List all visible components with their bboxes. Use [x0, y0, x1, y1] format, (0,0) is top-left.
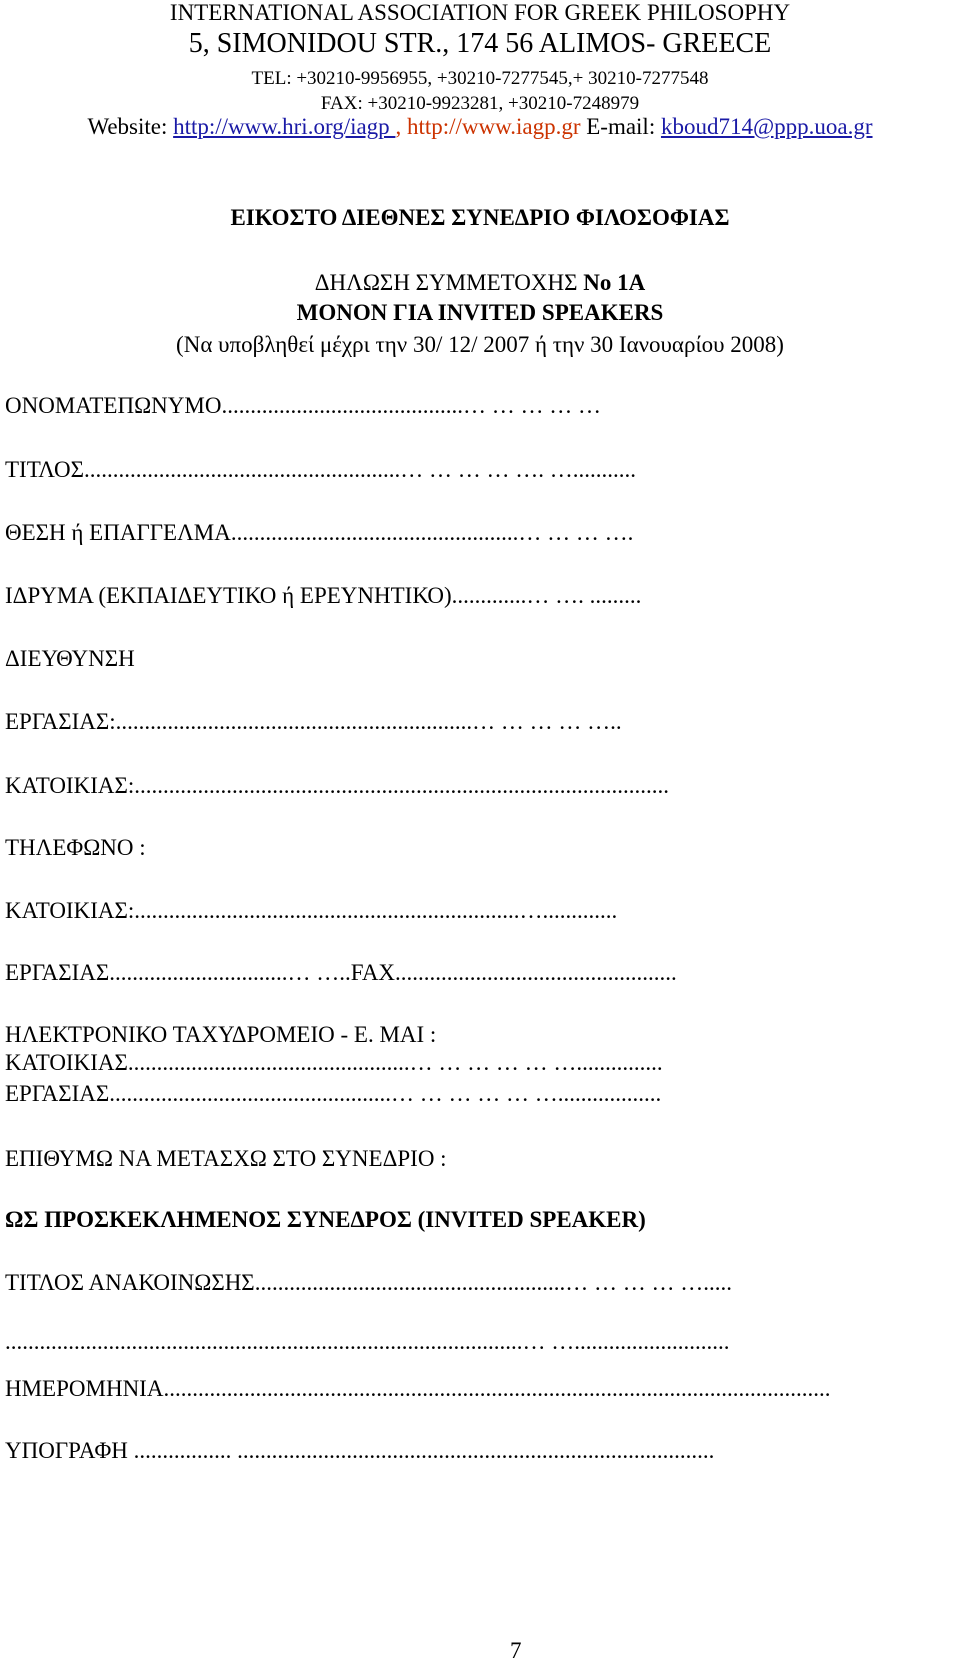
participation-as-invited: ΩΣ ΠΡΟΣΚΕΚΛΗΜΕΝΟΣ ΣΥΝΕΔΡΟΣ (INVITED SPEAKER)	[5, 1207, 646, 1232]
website-label: Website:	[87, 114, 174, 139]
field-email-work[interactable]: ΕΡΓΑΣΙΑΣ.................................................… … … … … …..................	[5, 1081, 662, 1106]
field-position[interactable]: ΘΕΣΗ ή ΕΠΑΓΓΕΛΜΑ..................................................… … … ….	[5, 520, 634, 545]
congress-title: ΕΙΚΟΣΤΟ ΔΙΕΘΝΕΣ ΣΥΝΕΔΡΙΟ ΦΙΛΟΣΟΦΙΑΣ	[230, 205, 730, 230]
declaration-title	[0, 270, 960, 296]
website-link-iagp[interactable]: http://www.iagp.gr	[406, 114, 581, 139]
field-institution[interactable]: ΙΔΡΥΜΑ (ΕΚΠΑΙΔΕΥΤΙΚΟ ή ΕΡΕΥΝΗΤΙΚΟ).............… …. .........	[5, 583, 642, 608]
field-signature[interactable]: ΥΠΟΓΡΑΦΗ ................. ...................................................................................	[5, 1438, 715, 1463]
association-name: INTERNATIONAL ASSOCIATION FOR GREEK PHILOSOPHY	[169, 0, 791, 25]
address-heading: ΔΙΕΥΘΥΝΣΗ	[5, 646, 135, 671]
field-address-home[interactable]: ΚΑΤΟΙΚΙΑΣ:.............................................................................................	[5, 773, 670, 798]
field-paper-title[interactable]: ΤΙΤΛΟΣ ΑΝΑΚΟΙΝΩΣΗΣ......................................................… … … … ….....	[5, 1270, 732, 1295]
field-full-name[interactable]: ΟΝΟΜΑΤΕΠΩΝΥΜΟ..........................................… … … … …	[5, 393, 601, 418]
deadline-note: (Να υποβληθεί μέχρι την 30/ 12/ 2007 ή την 30 Ιανουαρίου 2008)	[176, 332, 784, 357]
page-number: 7	[510, 1638, 522, 1663]
association-fax: FAX: +30210-9923281, +30210-7248979	[320, 93, 640, 114]
field-phone-work-fax[interactable]: ΕΡΓΑΣΙΑΣ...............................… …..FAX.................................................	[5, 960, 677, 985]
email-link[interactable]: kboud714@ppp.uoa.gr	[660, 114, 873, 139]
association-tel: TEL: +30210-9956955, +30210-7277545,+ 30210-7277548	[251, 68, 709, 89]
declaration-number: No 1A	[583, 270, 646, 295]
association-address: 5, SIMONIDOU STR., 174 56 ALIMOS- GREECE	[188, 28, 772, 59]
email-label: E-mail:	[580, 114, 661, 139]
invited-only-note: ΜΟΝΟΝ ΓΙΑ INVITED SPEAKERS	[296, 300, 664, 325]
website-link-hri[interactable]: http://www.hri.org/iagp	[173, 114, 396, 139]
email-heading: ΗΛΕΚΤΡΟΝΙΚΟ ΤΑΧΥΔΡΟΜΕΙΟ - Ε. ΜΑΙ :	[5, 1022, 437, 1047]
field-date[interactable]: ΗΜΕΡΟΜΗΝΙΑ....................................................................................................................	[5, 1376, 831, 1401]
field-phone-home[interactable]: ΚΑΤΟΙΚΙΑΣ:...................................................................….............	[5, 898, 618, 923]
phone-heading: ΤΗΛΕΦΩΝΟ :	[5, 835, 146, 860]
participation-wish: ΕΠΙΘΥΜΩ ΝΑ ΜΕΤΑΣΧΩ ΣΤΟ ΣΥΝΕΔΡΙΟ :	[5, 1146, 447, 1171]
association-contact-line	[0, 114, 960, 140]
website-separator: ,	[395, 114, 407, 139]
field-paper-title-continued[interactable]: ..........................................................................................… …...........................	[5, 1329, 730, 1354]
field-title[interactable]: ΤΙΤΛΟΣ.......................................................… … … … …. …...........	[5, 457, 637, 482]
declaration-prefix: ΔΗΛΩΣΗ ΣΥΜΜΕΤΟΧΗΣ	[314, 270, 584, 295]
field-address-work[interactable]: ΕΡΓΑΣΙΑΣ:..............................................................… … … … …..	[5, 709, 622, 734]
field-email-home[interactable]: ΚΑΤΟΙΚΙΑΣ.................................................… … … … … …...............	[5, 1050, 663, 1075]
